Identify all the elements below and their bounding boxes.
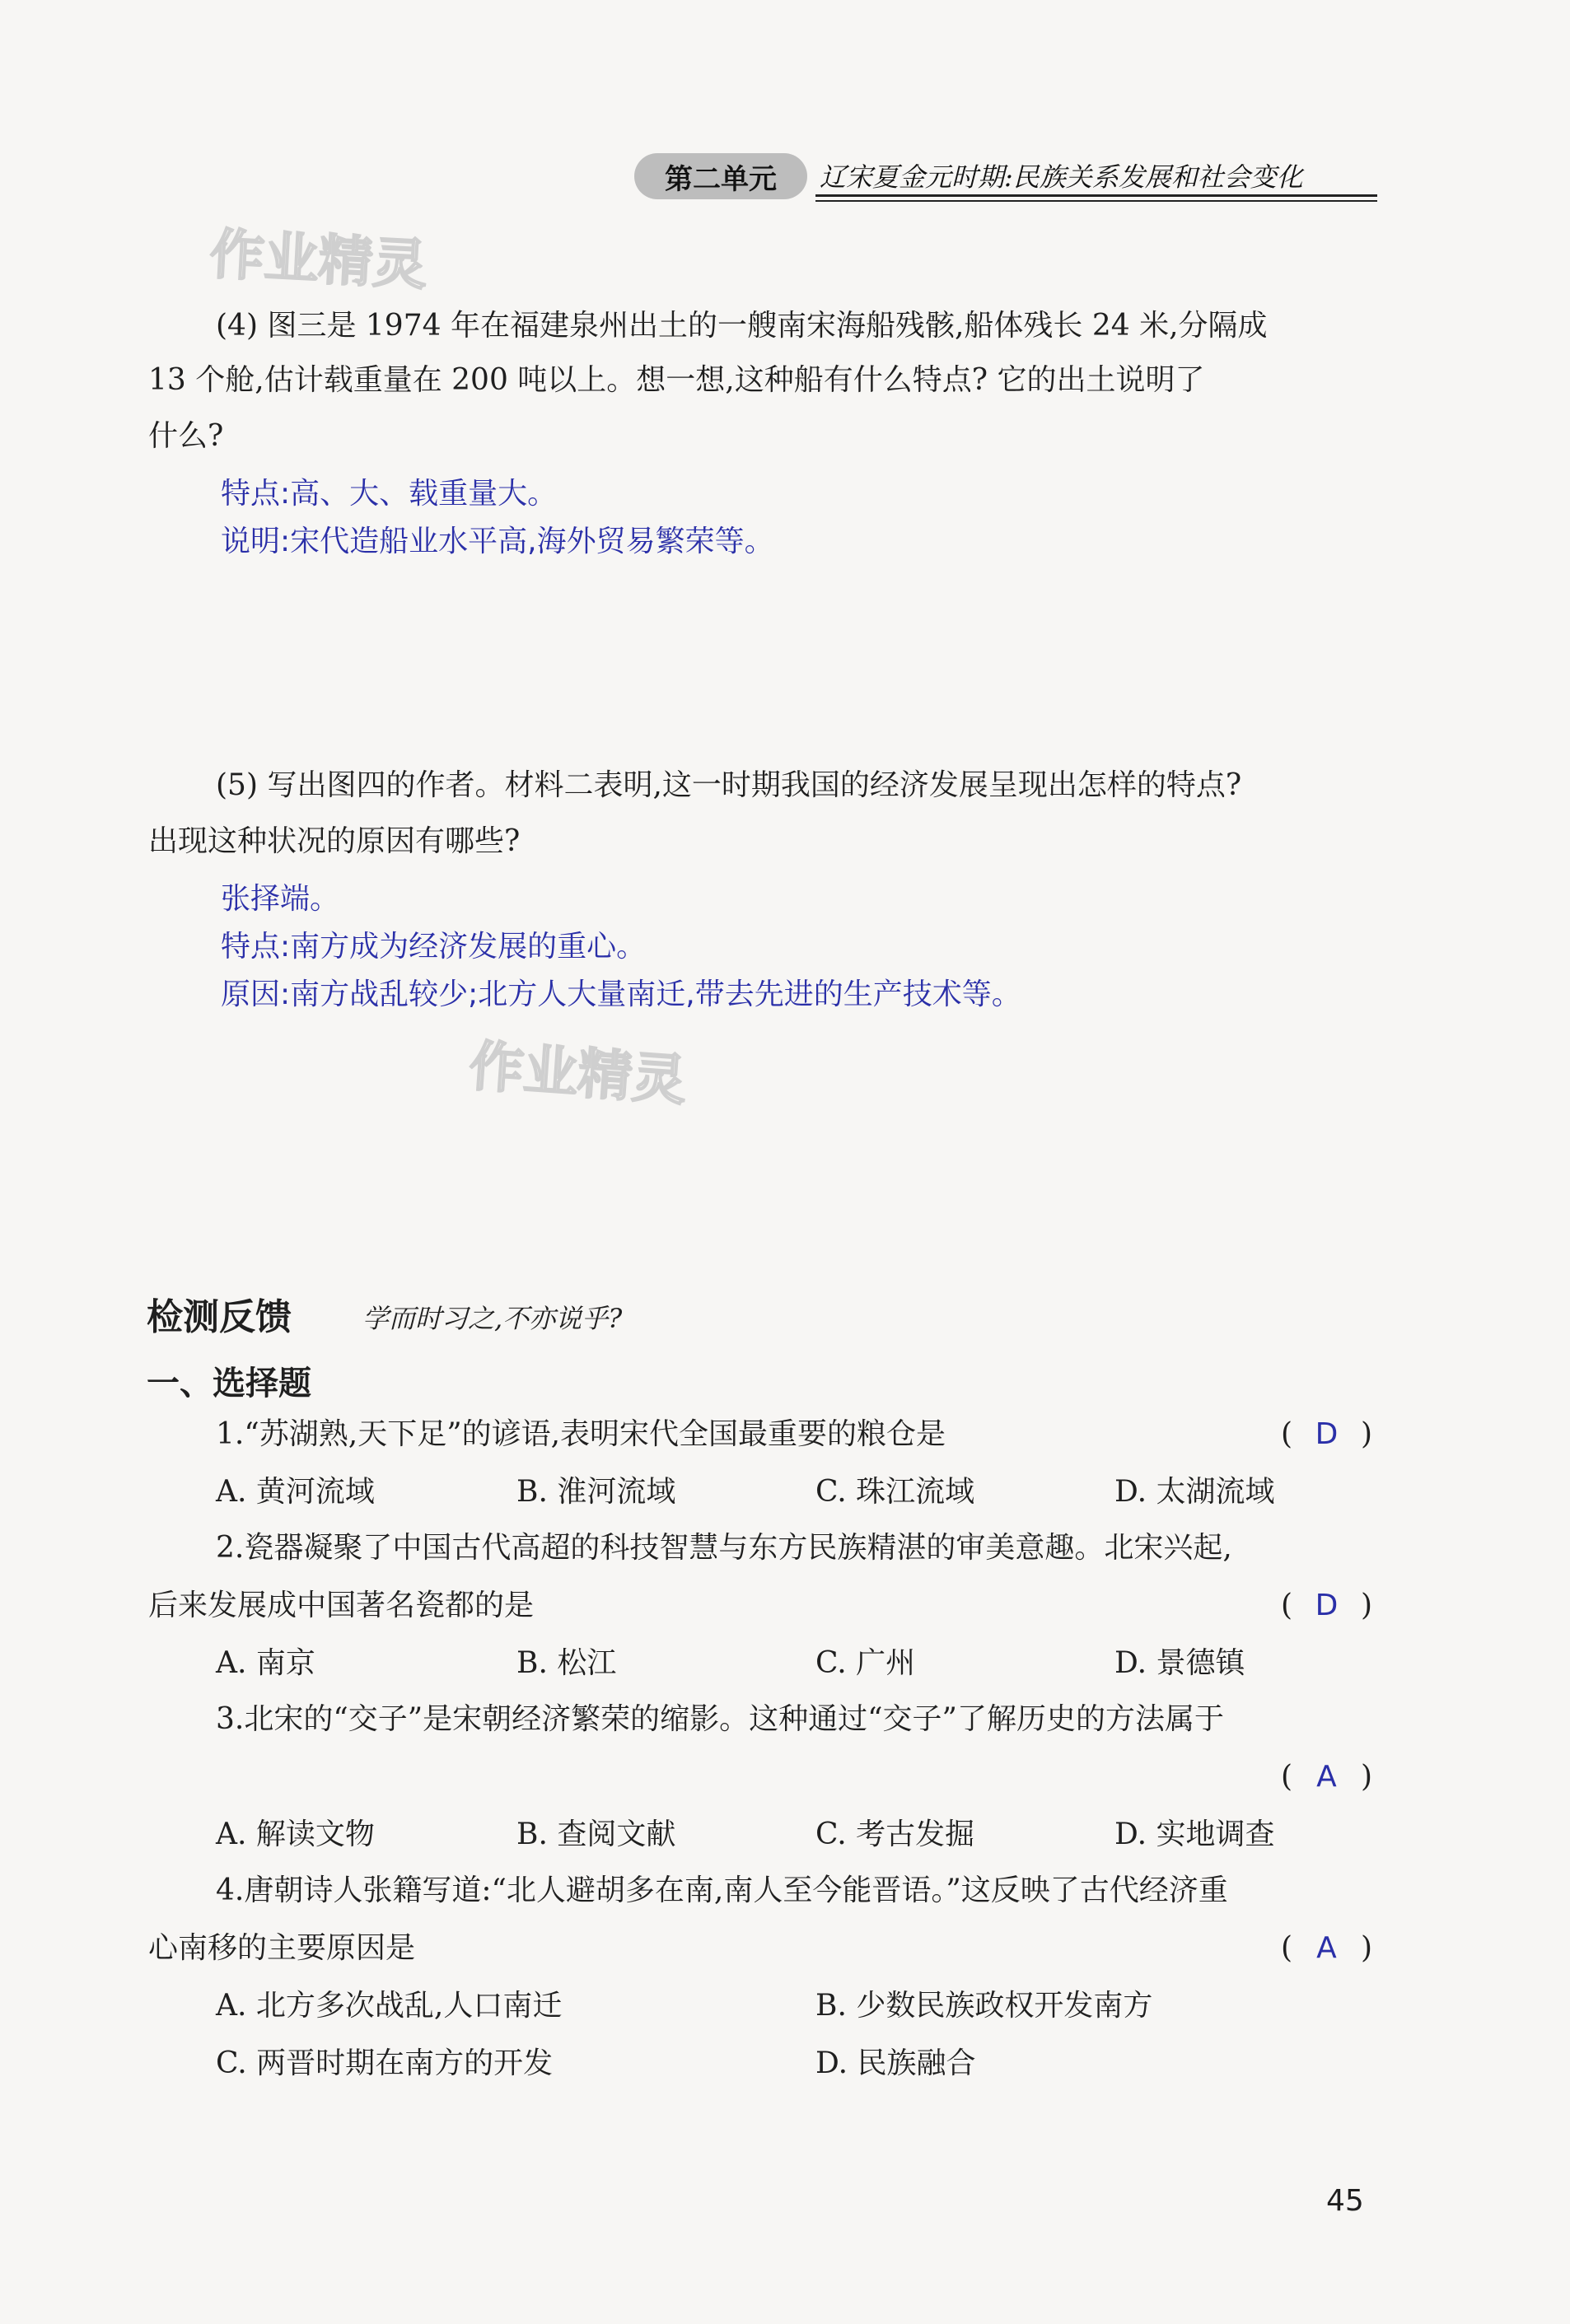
q4-answer-1: 特点:高、大、载重量大。 <box>221 477 558 511</box>
mcq-4-stem-line-2: 心南移的主要原因是 <box>148 1931 416 1965</box>
mcq-4-option-b: B. 少数民族政权开发南方 <box>815 1989 1153 2023</box>
mcq-3-answer-bracket: ( A ) <box>1281 1760 1372 1794</box>
mcq-3-option-c: C. 考古发掘 <box>815 1818 975 1851</box>
section-motto: 学而时习之,不亦说乎? <box>362 1303 623 1334</box>
unit-title: 辽宋夏金元时期:民族关系发展和社会变化 <box>820 161 1303 193</box>
header-rule <box>815 194 1377 197</box>
header-rule-thin <box>815 200 1377 202</box>
mcq-2-option-b: B. 松江 <box>516 1646 617 1680</box>
mcq-3-answer: A <box>1316 1760 1337 1794</box>
mcq-3-option-d: D. 实地调查 <box>1114 1818 1275 1851</box>
mcq-4-stem-line-1: 4.唐朝诗人张籍写道:“北人避胡多在南,南人至今能晋语。”这反映了古代经济重 <box>216 1874 1228 1907</box>
mcq-1-option-a: A. 黄河流域 <box>216 1475 375 1509</box>
watermark-logo: 作业精灵 <box>208 222 429 297</box>
q4-line-1: (4) 图三是 1974 年在福建泉州出土的一艘南宋海船残骸,船体残长 24 米,分隔成 <box>216 309 1268 343</box>
mcq-3-option-b: B. 查阅文献 <box>516 1818 676 1851</box>
q4-line-2: 13 个舱,估计载重量在 200 吨以上。想一想,这种船有什么特点? 它的出土说明了 <box>148 363 1205 397</box>
q5-answer-1: 张择端。 <box>221 882 340 916</box>
mcq-1-answer-bracket: ( D ) <box>1281 1417 1372 1451</box>
mcq-2-answer: D <box>1315 1589 1339 1622</box>
q5-answer-3: 原因:南方战乱较少;北方人大量南迁,带去先进的生产技术等。 <box>221 978 1021 1011</box>
q5-line-1: (5) 写出图四的作者。材料二表明,这一时期我国的经济发展呈现出怎样的特点? <box>216 768 1242 802</box>
subsection-title: 一、选择题 <box>147 1365 311 1402</box>
mcq-4-option-d: D. 民族融合 <box>815 2046 976 2080</box>
mcq-4-answer: A <box>1316 1931 1337 1965</box>
mcq-3-stem: 3.北宋的“交子”是宋朝经济繁荣的缩影。这种通过“交子”了解历史的方法属于 <box>216 1702 1224 1736</box>
mcq-3-option-a: A. 解读文物 <box>216 1818 375 1851</box>
mcq-1-option-d: D. 太湖流域 <box>1114 1475 1275 1509</box>
q5-line-2: 出现这种状况的原因有哪些? <box>148 824 521 858</box>
mcq-1-option-c: C. 珠江流域 <box>815 1475 975 1509</box>
mcq-2-stem-line-2: 后来发展成中国著名瓷都的是 <box>148 1589 535 1622</box>
mcq-2-option-a: A. 南京 <box>216 1646 315 1680</box>
mcq-1-stem: 1.“苏湖熟,天下足”的谚语,表明宋代全国最重要的粮仓是 <box>216 1417 946 1451</box>
mcq-4-option-c: C. 两晋时期在南方的开发 <box>216 2046 554 2080</box>
watermark-logo: 作业精灵 <box>467 1034 689 1113</box>
unit-badge: 第二单元 <box>634 153 807 199</box>
q5-answer-2: 特点:南方成为经济发展的重心。 <box>221 930 647 964</box>
q4-line-3: 什么? <box>148 419 224 453</box>
mcq-1-option-b: B. 淮河流域 <box>516 1475 676 1509</box>
page-number: 45 <box>1326 2184 1364 2218</box>
mcq-2-option-c: C. 广州 <box>815 1646 916 1680</box>
section-title: 检测反馈 <box>147 1296 292 1338</box>
mcq-2-option-d: D. 景德镇 <box>1114 1646 1245 1680</box>
q4-answer-2: 说明:宋代造船业水平高,海外贸易繁荣等。 <box>221 525 774 558</box>
mcq-4-answer-bracket: ( A ) <box>1281 1931 1372 1965</box>
mcq-4-option-a: A. 北方多次战乱,人口南迁 <box>216 1989 563 2023</box>
mcq-1-answer: D <box>1315 1417 1339 1451</box>
mcq-2-stem-line-1: 2.瓷器凝聚了中国古代高超的科技智慧与东方民族精湛的审美意趣。北宋兴起, <box>216 1531 1232 1565</box>
mcq-2-answer-bracket: ( D ) <box>1281 1589 1372 1622</box>
